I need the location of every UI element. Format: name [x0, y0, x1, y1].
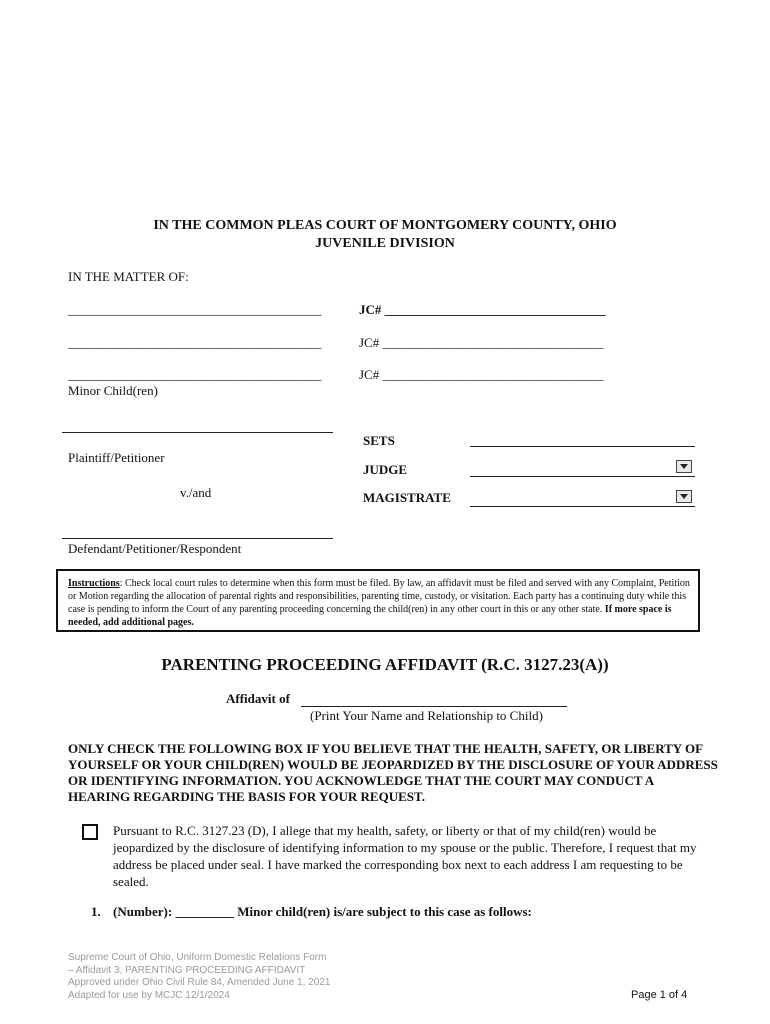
instructions-tail: If more space is needed, add additional pages. [68, 604, 672, 628]
jc-number-field[interactable]: JC# __________________________________ [359, 302, 606, 317]
footer-line: Approved under Ohio Civil Rule 84, Amended June 1, 2021 [68, 977, 331, 988]
magistrate-label: MAGISTRATE [363, 490, 451, 505]
plaintiff-line[interactable] [62, 432, 333, 433]
seal-paragraph: Pursuant to R.C. 3127.23 (D), I allege that my health, safety, or liberty or that of my child(ren) would be jeopardized by the disclosure of identifying information to my spouse or the public. Therefore, I request that my address be placed under seal. I have marked the corresponding box next to each address I am requesting to be sealed. [113, 823, 697, 889]
chevron-down-icon[interactable] [676, 490, 692, 503]
chevron-down-icon[interactable] [676, 460, 692, 473]
page-number: Page 1 of 4 [631, 989, 688, 1001]
versus-label: v./and [180, 485, 212, 500]
footer-line: – Affidavit 3, PARENTING PROCEEDING AFFIDAVIT [68, 964, 306, 976]
children-count-field[interactable]: (Number): _________ Minor child(ren) is/are subject to this case as follows: [113, 904, 532, 919]
child-name-field[interactable]: _______________________________________ [68, 302, 322, 317]
instructions-text: : Check local court rules to determine when this form must be filed. By law, an affidavit must be filed and served with any Complaint, Petition or Motion regarding the allocation of parental rights and responsibilities, parenting time, custody, or visitation. Each party has a continuing duty while this case is pending to inform the Court of any parenting proceeding concerning the child(ren) in any other court in this or any other state. [68, 578, 690, 615]
child-name-field[interactable]: _______________________________________ [68, 335, 322, 350]
plaintiff-label: Plaintiff/Petitioner [68, 450, 165, 465]
footer-line: Supreme Court of Ohio, Uniform Domestic Relations Form [68, 952, 327, 963]
defendant-label: Defendant/Petitioner/Respondent [68, 541, 242, 556]
affiant-name-hint: (Print Your Name and Relationship to Child) [310, 708, 543, 723]
affiant-name-field[interactable] [301, 706, 567, 707]
item-number: 1. [91, 904, 101, 919]
court-heading: IN THE COMMON PLEAS COURT OF MONTGOMERY COUNTY, OHIO [153, 218, 617, 233]
seal-address-checkbox[interactable] [82, 824, 98, 840]
child-name-field[interactable]: _______________________________________ [68, 367, 322, 382]
defendant-line[interactable] [62, 538, 333, 539]
form-title: PARENTING PROCEEDING AFFIDAVIT (R.C. 3127.23(A)) [161, 655, 609, 674]
sets-field[interactable] [470, 446, 695, 447]
matter-label: IN THE MATTER OF: [68, 269, 189, 284]
minor-children-label: Minor Child(ren) [68, 383, 158, 398]
sets-label: SETS [363, 433, 395, 448]
magistrate-select[interactable] [470, 506, 695, 507]
division-heading: JUVENILE DIVISION [315, 236, 455, 251]
affidavit-of-label: Affidavit of [226, 691, 290, 706]
seal-warning: ONLY CHECK THE FOLLOWING BOX IF YOU BELIEVE THAT THE HEALTH, SAFETY, OR LIBERTY OF YOURSELF OR YOUR CHILD(REN) WOULD BE JEOPARDIZED BY THE DISCLOSURE OF YOUR ADDRESS OR IDENTIFYING INFORMATION. YOU ACKNOWLEDGE THAT THE COURT MAY CONDUCT A HEARING REGARDING THE BASIS FOR YOUR REQUEST. [68, 741, 718, 804]
judge-label: JUDGE [363, 462, 408, 477]
jc-number-field[interactable]: JC# __________________________________ [359, 335, 604, 350]
jc-number-field[interactable]: JC# __________________________________ [359, 367, 604, 382]
instructions-box [56, 569, 700, 632]
footer-line: Adapted for use by MCJC 12/1/2024 [68, 989, 230, 1001]
judge-select[interactable] [470, 476, 695, 477]
instructions-label: Instructions [68, 578, 120, 589]
